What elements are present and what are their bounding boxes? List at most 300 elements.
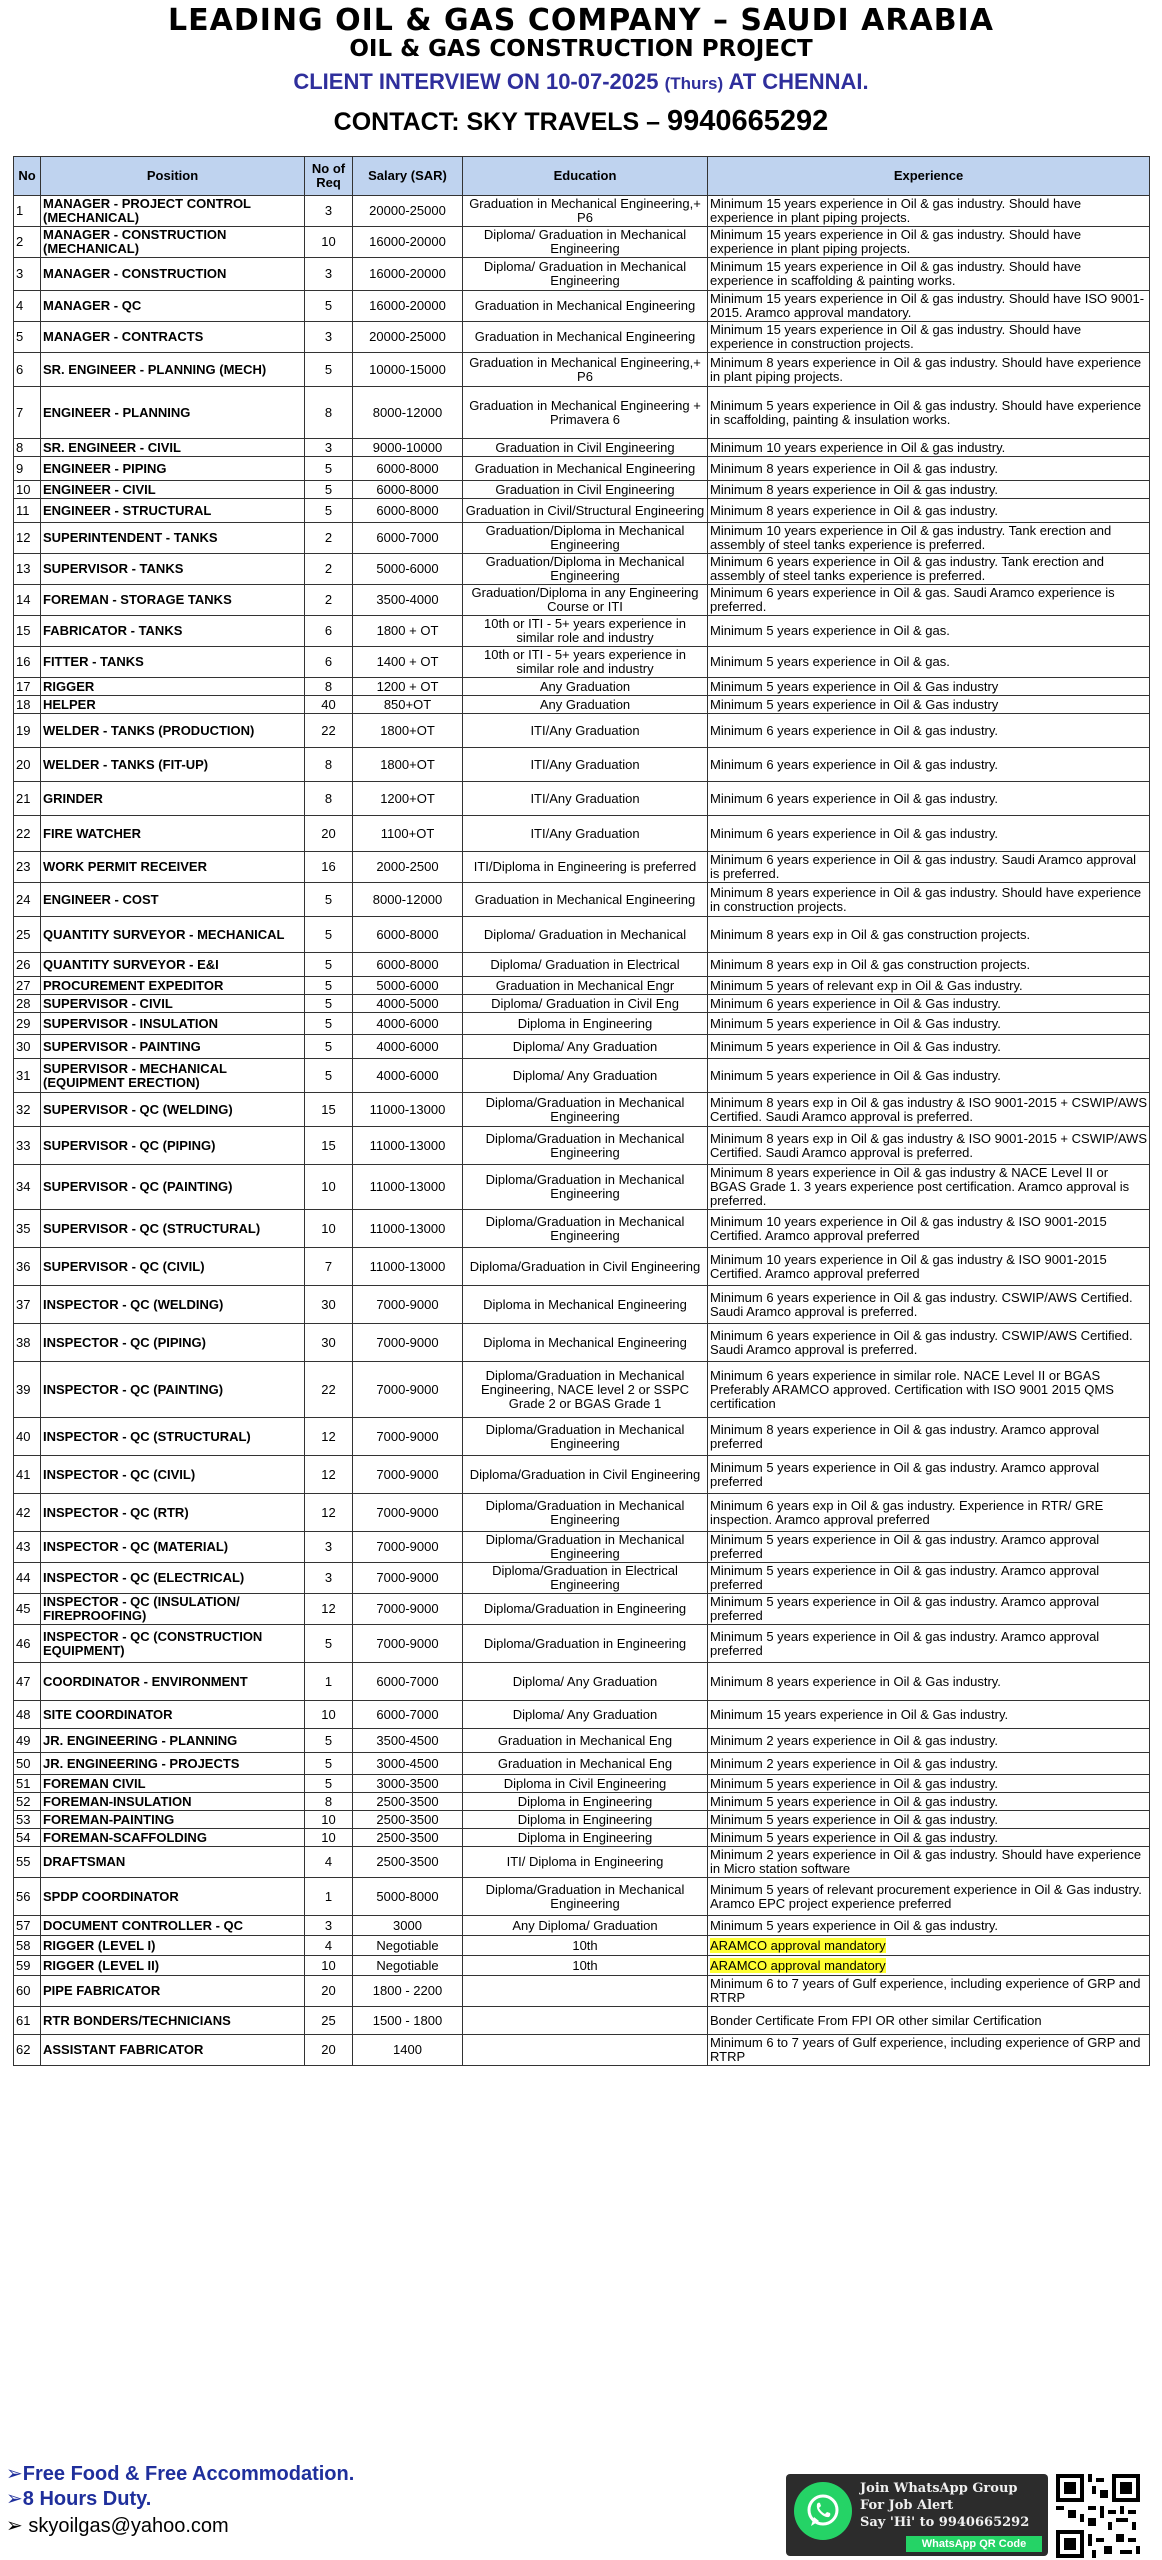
row-req: 30 (305, 1286, 353, 1324)
row-no: 18 (14, 696, 41, 714)
table-row (14, 1418, 1150, 1456)
row-req: 3 (305, 439, 353, 457)
row-no: 53 (14, 1811, 41, 1829)
row-position: SPDP COORDINATOR (41, 1878, 305, 1916)
row-salary: 9000-10000 (353, 439, 463, 457)
highlighted-requirement: ARAMCO approval mandatory (710, 1957, 886, 1973)
row-position: DRAFTSMAN (41, 1847, 305, 1878)
row-experience: Minimum 8 years experience in Oil & gas industry. (708, 481, 1150, 499)
row-education: Graduation/Diploma in Mechanical Engineering (463, 523, 708, 554)
row-salary: 3000-4500 (353, 1753, 463, 1775)
row-experience: Minimum 15 years experience in Oil & gas industry. Should have experience in plant piping projects. (708, 227, 1150, 258)
row-req: 5 (305, 953, 353, 977)
row-req: 3 (305, 1563, 353, 1594)
row-salary: 6000-7000 (353, 1663, 463, 1701)
row-education: Graduation in Mechanical Engineering (463, 322, 708, 353)
row-position: FOREMAN-INSULATION (41, 1793, 305, 1811)
row-position: FOREMAN-PAINTING (41, 1811, 305, 1829)
row-education: Graduation in Mechanical Engineering,+ P6 (463, 353, 708, 387)
row-education: Diploma/Graduation in Mechanical Engineering (463, 1210, 708, 1248)
row-req: 3 (305, 1532, 353, 1563)
row-no: 32 (14, 1093, 41, 1127)
row-salary: 1100+OT (353, 816, 463, 852)
row-education: Diploma/Graduation in Civil Engineering (463, 1248, 708, 1286)
row-no: 44 (14, 1563, 41, 1594)
row-salary: 1400 + OT (353, 647, 463, 678)
row-position: INSPECTOR - QC (STRUCTURAL) (41, 1418, 305, 1456)
row-salary: 1200+OT (353, 782, 463, 816)
table-row (14, 1916, 1150, 1936)
row-salary: 6000-8000 (353, 481, 463, 499)
row-req: 20 (305, 816, 353, 852)
table-header-row (14, 157, 1150, 196)
table-row (14, 714, 1150, 748)
highlighted-requirement: ARAMCO approval mandatory (710, 1937, 886, 1953)
table-row (14, 1811, 1150, 1829)
row-salary: 11000-13000 (353, 1165, 463, 1210)
row-no: 10 (14, 481, 41, 499)
table-row (14, 1563, 1150, 1594)
row-req: 8 (305, 748, 353, 782)
row-no: 54 (14, 1829, 41, 1847)
row-req: 30 (305, 1324, 353, 1362)
row-salary: 7000-9000 (353, 1362, 463, 1418)
row-position: ENGINEER - PLANNING (41, 387, 305, 439)
row-education: Diploma/Graduation in Civil Engineering (463, 1456, 708, 1494)
table-row (14, 1165, 1150, 1210)
row-req: 5 (305, 291, 353, 322)
row-req: 2 (305, 585, 353, 616)
row-position: FABRICATOR - TANKS (41, 616, 305, 647)
row-salary: 7000-9000 (353, 1494, 463, 1532)
row-education: Diploma/Graduation in Engineering (463, 1625, 708, 1663)
table-row (14, 439, 1150, 457)
row-req: 20 (305, 2035, 353, 2066)
row-position: SR. ENGINEER - PLANNING (MECH) (41, 353, 305, 387)
table-row (14, 616, 1150, 647)
row-salary: 3000 (353, 1916, 463, 1936)
row-req: 5 (305, 1059, 353, 1093)
row-no: 6 (14, 353, 41, 387)
row-experience: Minimum 6 years experience in Oil & gas industry. (708, 748, 1150, 782)
row-education (463, 2007, 708, 2035)
row-salary: 850+OT (353, 696, 463, 714)
table-row (14, 1362, 1150, 1418)
row-experience: Minimum 8 years exp in Oil & gas industry & ISO 9001-2015 + CSWIP/AWS Certified. Saudi Aramco approval is preferred. (708, 1093, 1150, 1127)
row-position: ENGINEER - PIPING (41, 457, 305, 481)
row-education: Diploma/Graduation in Mechanical Engineering, NACE level 2 or SSPC Grade 2 or BGAS Grade 1 (463, 1362, 708, 1418)
row-req: 5 (305, 1013, 353, 1035)
table-row (14, 1753, 1150, 1775)
row-position: MANAGER - QC (41, 291, 305, 322)
row-education: Graduation in Mechanical Engineering + Primavera 6 (463, 387, 708, 439)
row-experience: Minimum 6 years experience in Oil & Gas industry. (708, 995, 1150, 1013)
row-no: 28 (14, 995, 41, 1013)
row-position: ENGINEER - STRUCTURAL (41, 499, 305, 523)
row-position: SITE COORDINATOR (41, 1701, 305, 1729)
row-education: Diploma in Engineering (463, 1793, 708, 1811)
row-req: 15 (305, 1093, 353, 1127)
table-row (14, 1625, 1150, 1663)
table-row (14, 1494, 1150, 1532)
row-education: Graduation in Civil/Structural Engineering (463, 499, 708, 523)
row-salary: 5000-6000 (353, 554, 463, 585)
row-experience: Minimum 5 years experience in Oil & gas industry. (708, 1793, 1150, 1811)
row-salary: 8000-12000 (353, 883, 463, 917)
row-req: 3 (305, 196, 353, 227)
row-experience: Minimum 6 years experience in Oil & gas industry. Tank erection and assembly of steel tanks experience is preferred. (708, 554, 1150, 585)
row-experience: Minimum 2 years experience in Oil & gas industry. (708, 1729, 1150, 1753)
row-position: QUANTITY SURVEYOR - MECHANICAL (41, 917, 305, 953)
table-row (14, 917, 1150, 953)
table-row (14, 499, 1150, 523)
row-salary: 2500-3500 (353, 1811, 463, 1829)
row-experience: Minimum 8 years exp in Oil & gas construction projects. (708, 917, 1150, 953)
table-row (14, 782, 1150, 816)
table-row (14, 1286, 1150, 1324)
benefit-food: ➢Free Food & Free Accommodation. (6, 2463, 355, 2485)
table-row (14, 1059, 1150, 1093)
row-no: 45 (14, 1594, 41, 1625)
table-row (14, 227, 1150, 258)
row-salary: 3500-4000 (353, 585, 463, 616)
row-experience: Minimum 5 years experience in Oil & gas industry. Should have experience in scaffolding, painting & insulation works. (708, 387, 1150, 439)
row-salary: 1200 + OT (353, 678, 463, 696)
table-row (14, 585, 1150, 616)
row-position: SUPERVISOR - TANKS (41, 554, 305, 585)
row-education: Diploma/Graduation in Mechanical Engineering (463, 1127, 708, 1165)
row-education: Graduation in Mechanical Engineering (463, 291, 708, 322)
row-experience: Minimum 6 years experience in similar role. NACE Level II or BGAS Preferably ARAMCO approved. Certification with ISO 9001 2015 QMS certification (708, 1362, 1150, 1418)
row-no: 14 (14, 585, 41, 616)
row-no: 20 (14, 748, 41, 782)
row-experience: Minimum 5 years experience in Oil & gas industry. Aramco approval preferred (708, 1532, 1150, 1563)
row-experience: Minimum 8 years exp in Oil & gas industry & ISO 9001-2015 + CSWIP/AWS Certified. Saudi Aramco approval is preferred. (708, 1127, 1150, 1165)
row-salary: 10000-15000 (353, 353, 463, 387)
table-row (14, 481, 1150, 499)
header-position: Position (41, 157, 305, 196)
row-req: 10 (305, 1811, 353, 1829)
row-education: Diploma/Graduation in Mechanical Engineering (463, 1165, 708, 1210)
row-experience: Minimum 15 years experience in Oil & Gas industry. (708, 1701, 1150, 1729)
table-row (14, 1936, 1150, 1956)
row-req: 10 (305, 1956, 353, 1976)
row-experience: Minimum 10 years experience in Oil & gas industry. (708, 439, 1150, 457)
row-position: INSPECTOR - QC (CONSTRUCTION EQUIPMENT) (41, 1625, 305, 1663)
project-subtitle: OIL & GAS CONSTRUCTION PROJECT (349, 36, 813, 62)
benefit-food-text: Free Food & Free Accommodation. (22, 2463, 355, 2485)
row-salary: 20000-25000 (353, 196, 463, 227)
row-no: 37 (14, 1286, 41, 1324)
row-no: 31 (14, 1059, 41, 1093)
row-salary: 1400 (353, 2035, 463, 2066)
row-req: 8 (305, 387, 353, 439)
row-no: 36 (14, 1248, 41, 1286)
row-experience: Minimum 5 years experience in Oil & Gas industry. (708, 1059, 1150, 1093)
row-experience: Minimum 5 years experience in Oil & gas industry. (708, 1811, 1150, 1829)
row-salary: 7000-9000 (353, 1456, 463, 1494)
row-no: 41 (14, 1456, 41, 1494)
contact-phone: 9940665292 (667, 105, 829, 137)
row-education: Diploma in Engineering (463, 1829, 708, 1847)
row-education: Diploma/Graduation in Mechanical Engineering (463, 1093, 708, 1127)
row-position: RTR BONDERS/TECHNICIANS (41, 2007, 305, 2035)
row-position: SUPERVISOR - QC (PIPING) (41, 1127, 305, 1165)
row-req: 8 (305, 1793, 353, 1811)
row-education: Any Diploma/ Graduation (463, 1916, 708, 1936)
benefit-duty: ➢8 Hours Duty. (6, 2488, 152, 2510)
row-education (463, 2035, 708, 2066)
row-no: 9 (14, 457, 41, 481)
row-experience: Minimum 6 years experience in Oil & gas industry. (708, 816, 1150, 852)
row-position: INSPECTOR - QC (MATERIAL) (41, 1532, 305, 1563)
row-experience: Bonder Certificate From FPI OR other similar Certification (708, 2007, 1150, 2035)
qr-code-icon[interactable] (1056, 2474, 1140, 2558)
row-experience: Minimum 6 to 7 years of Gulf experience, including experience of GRP and RTRP (708, 1976, 1150, 2007)
row-no: 49 (14, 1729, 41, 1753)
row-position: GRINDER (41, 782, 305, 816)
table-row (14, 1793, 1150, 1811)
row-position: COORDINATOR - ENVIRONMENT (41, 1663, 305, 1701)
row-education: Diploma in Engineering (463, 1811, 708, 1829)
table-row (14, 1532, 1150, 1563)
row-no: 8 (14, 439, 41, 457)
interview-location: AT CHENNAI. (728, 69, 869, 94)
row-no: 16 (14, 647, 41, 678)
row-experience: Minimum 6 years experience in Oil & gas industry. (708, 782, 1150, 816)
row-salary: 4000-6000 (353, 1013, 463, 1035)
whatsapp-icon (794, 2482, 852, 2540)
row-experience: Minimum 8 years experience in Oil & Gas industry. (708, 1663, 1150, 1701)
row-experience: Minimum 8 years exp in Oil & gas construction projects. (708, 953, 1150, 977)
row-req: 12 (305, 1456, 353, 1494)
row-salary: 4000-6000 (353, 1059, 463, 1093)
row-experience: Minimum 6 years experience in Oil & gas. Saudi Aramco experience is preferred. (708, 585, 1150, 616)
row-no: 1 (14, 196, 41, 227)
row-req: 5 (305, 917, 353, 953)
row-position: SUPERVISOR - INSULATION (41, 1013, 305, 1035)
row-education: Diploma/ Graduation in Mechanical (463, 917, 708, 953)
table-row (14, 696, 1150, 714)
row-req: 5 (305, 1775, 353, 1793)
row-position: RIGGER (LEVEL I) (41, 1936, 305, 1956)
row-experience: Minimum 5 years of relevant procurement experience in Oil & Gas industry. Aramco EPC project experience preferred (708, 1878, 1150, 1916)
row-no: 17 (14, 678, 41, 696)
row-no: 15 (14, 616, 41, 647)
table-row (14, 1456, 1150, 1494)
row-education: Graduation in Mechanical Engr (463, 977, 708, 995)
row-req: 1 (305, 1878, 353, 1916)
row-experience: Minimum 6 years experience in Oil & gas industry. CSWIP/AWS Certified. Saudi Aramco approval is preferred. (708, 1286, 1150, 1324)
row-experience: Minimum 15 years experience in Oil & gas industry. Should have ISO 9001-2015. Aramco approval mandatory. (708, 291, 1150, 322)
row-no: 11 (14, 499, 41, 523)
row-req: 1 (305, 1663, 353, 1701)
row-no: 22 (14, 816, 41, 852)
row-req: 25 (305, 2007, 353, 2035)
row-education: ITI/ Diploma in Engineering (463, 1847, 708, 1878)
row-education: Graduation in Mechanical Eng (463, 1753, 708, 1775)
row-no: 39 (14, 1362, 41, 1418)
row-experience: Minimum 6 to 7 years of Gulf experience, including experience of GRP and RTRP (708, 2035, 1150, 2066)
header-req: No of Req (305, 157, 353, 196)
row-position: JR. ENGINEERING - PLANNING (41, 1729, 305, 1753)
row-no: 57 (14, 1916, 41, 1936)
row-education: 10th or ITI - 5+ years experience in similar role and industry (463, 616, 708, 647)
row-education: Graduation in Mechanical Engineering (463, 457, 708, 481)
row-experience: Minimum 8 years experience in Oil & gas industry. Should have experience in construction projects. (708, 883, 1150, 917)
row-position: MANAGER - PROJECT CONTROL (MECHANICAL) (41, 196, 305, 227)
row-experience: Minimum 8 years experience in Oil & gas industry. Should have experience in plant piping projects. (708, 353, 1150, 387)
table-row (14, 1878, 1150, 1916)
row-no: 40 (14, 1418, 41, 1456)
row-salary: 6000-8000 (353, 953, 463, 977)
row-salary: 16000-20000 (353, 291, 463, 322)
row-req: 6 (305, 616, 353, 647)
row-position: INSPECTOR - QC (PAINTING) (41, 1362, 305, 1418)
row-salary: 3500-4500 (353, 1729, 463, 1753)
table-row (14, 1663, 1150, 1701)
whatsapp-qr-label: WhatsApp QR Code (906, 2536, 1042, 2552)
row-position: JR. ENGINEERING - PROJECTS (41, 1753, 305, 1775)
row-experience: Minimum 10 years experience in Oil & gas industry. Tank erection and assembly of steel tanks experience is preferred. (708, 523, 1150, 554)
jobs-table-body (14, 196, 1150, 2066)
interview-date: CLIENT INTERVIEW ON 10-07-2025 (293, 69, 659, 94)
row-salary: 20000-25000 (353, 322, 463, 353)
row-no: 59 (14, 1956, 41, 1976)
row-position: SUPERVISOR - PAINTING (41, 1035, 305, 1059)
row-salary: 6000-8000 (353, 499, 463, 523)
row-no: 50 (14, 1753, 41, 1775)
table-row (14, 353, 1150, 387)
row-experience: Minimum 8 years experience in Oil & gas industry. (708, 499, 1150, 523)
table-row (14, 1701, 1150, 1729)
table-row (14, 1976, 1150, 2007)
table-row (14, 1956, 1150, 1976)
whatsapp-banner[interactable] (786, 2474, 1048, 2556)
row-req: 5 (305, 1625, 353, 1663)
table-row (14, 995, 1150, 1013)
row-education: Diploma in Mechanical Engineering (463, 1286, 708, 1324)
row-req: 5 (305, 499, 353, 523)
row-position: HELPER (41, 696, 305, 714)
row-position: WELDER - TANKS (PRODUCTION) (41, 714, 305, 748)
row-position: SUPERVISOR - QC (STRUCTURAL) (41, 1210, 305, 1248)
row-no: 4 (14, 291, 41, 322)
row-education: Diploma/Graduation in Mechanical Engineering (463, 1878, 708, 1916)
row-no: 56 (14, 1878, 41, 1916)
row-education: Diploma/ Any Graduation (463, 1059, 708, 1093)
row-req: 10 (305, 227, 353, 258)
row-experience: Minimum 6 years experience in Oil & gas industry. CSWIP/AWS Certified. Saudi Aramco approval is preferred. (708, 1324, 1150, 1362)
row-experience: Minimum 15 years experience in Oil & gas industry. Should have experience in scaffolding & painting works. (708, 258, 1150, 291)
row-education: Diploma in Engineering (463, 1013, 708, 1035)
row-req: 5 (305, 1753, 353, 1775)
row-no: 29 (14, 1013, 41, 1035)
row-req: 12 (305, 1494, 353, 1532)
row-salary: 4000-5000 (353, 995, 463, 1013)
row-position: INSPECTOR - QC (CIVIL) (41, 1456, 305, 1494)
row-salary: 8000-12000 (353, 387, 463, 439)
row-experience: Minimum 10 years experience in Oil & gas industry & ISO 9001-2015 Certified. Aramco approval preferred (708, 1210, 1150, 1248)
contact-email[interactable]: ➢ skyoilgas@yahoo.com (6, 2515, 229, 2537)
row-position: INSPECTOR - QC (WELDING) (41, 1286, 305, 1324)
header-education: Education (463, 157, 708, 196)
contact-line (0, 104, 1162, 139)
row-no: 43 (14, 1532, 41, 1563)
table-row (14, 2035, 1150, 2066)
row-salary: 2500-3500 (353, 1793, 463, 1811)
row-req: 8 (305, 782, 353, 816)
row-salary: 6000-8000 (353, 457, 463, 481)
row-education: Diploma/ Graduation in Civil Eng (463, 995, 708, 1013)
row-no: 30 (14, 1035, 41, 1059)
row-salary: 1800 + OT (353, 616, 463, 647)
table-row (14, 387, 1150, 439)
row-req: 10 (305, 1829, 353, 1847)
row-experience: Minimum 5 years experience in Oil & gas. (708, 616, 1150, 647)
row-experience: Minimum 15 years experience in Oil & gas industry. Should have experience in plant piping projects. (708, 196, 1150, 227)
row-experience: Minimum 5 years experience in Oil & Gas industry (708, 696, 1150, 714)
row-req: 20 (305, 1976, 353, 2007)
row-education: Graduation/Diploma in Mechanical Engineering (463, 554, 708, 585)
row-education: ITI/Any Graduation (463, 714, 708, 748)
row-experience (708, 1956, 1150, 1976)
row-experience: Minimum 5 years experience in Oil & gas industry. (708, 1775, 1150, 1793)
row-position: DOCUMENT CONTROLLER - QC (41, 1916, 305, 1936)
row-education: 10th or ITI - 5+ years experience in similar role and industry (463, 647, 708, 678)
row-salary: 11000-13000 (353, 1210, 463, 1248)
row-salary: 1800+OT (353, 714, 463, 748)
company-title: LEADING OIL & GAS COMPANY – SAUDI ARABIA (168, 3, 994, 38)
whatsapp-text (860, 2480, 1029, 2531)
row-position: FIRE WATCHER (41, 816, 305, 852)
row-salary: 1800+OT (353, 748, 463, 782)
row-no: 21 (14, 782, 41, 816)
row-salary: 11000-13000 (353, 1248, 463, 1286)
row-position: INSPECTOR - QC (PIPING) (41, 1324, 305, 1362)
row-education: Diploma/ Graduation in Electrical (463, 953, 708, 977)
row-education: Graduation in Mechanical Engineering (463, 883, 708, 917)
contact-label: CONTACT: SKY TRAVELS – (333, 108, 661, 136)
table-row (14, 1013, 1150, 1035)
row-salary: 7000-9000 (353, 1324, 463, 1362)
row-education: ITI/Diploma in Engineering is preferred (463, 852, 708, 883)
table-row (14, 977, 1150, 995)
header-salary: Salary (SAR) (353, 157, 463, 196)
row-no: 33 (14, 1127, 41, 1165)
row-position: SUPERVISOR - QC (PAINTING) (41, 1165, 305, 1210)
row-experience (708, 1936, 1150, 1956)
row-salary: 1800 - 2200 (353, 1976, 463, 2007)
row-experience: Minimum 6 years experience in Oil & gas industry. (708, 714, 1150, 748)
row-req: 2 (305, 554, 353, 585)
row-position: ENGINEER - CIVIL (41, 481, 305, 499)
row-education: 10th (463, 1956, 708, 1976)
table-row (14, 1093, 1150, 1127)
row-no: 58 (14, 1936, 41, 1956)
row-position: INSPECTOR - QC (INSULATION/ FIREPROOFING) (41, 1594, 305, 1625)
row-experience: Minimum 5 years experience in Oil & gas industry. (708, 1916, 1150, 1936)
row-position: WELDER - TANKS (FIT-UP) (41, 748, 305, 782)
row-salary: 2500-3500 (353, 1847, 463, 1878)
row-salary: 11000-13000 (353, 1127, 463, 1165)
row-no: 24 (14, 883, 41, 917)
row-education: Diploma/Graduation in Mechanical Engineering (463, 1532, 708, 1563)
row-education: Diploma/Graduation in Mechanical Engineering (463, 1494, 708, 1532)
table-row (14, 1729, 1150, 1753)
row-experience: Minimum 5 years experience in Oil & Gas industry. (708, 1035, 1150, 1059)
benefit-duty-text: 8 Hours Duty. (22, 2488, 152, 2510)
